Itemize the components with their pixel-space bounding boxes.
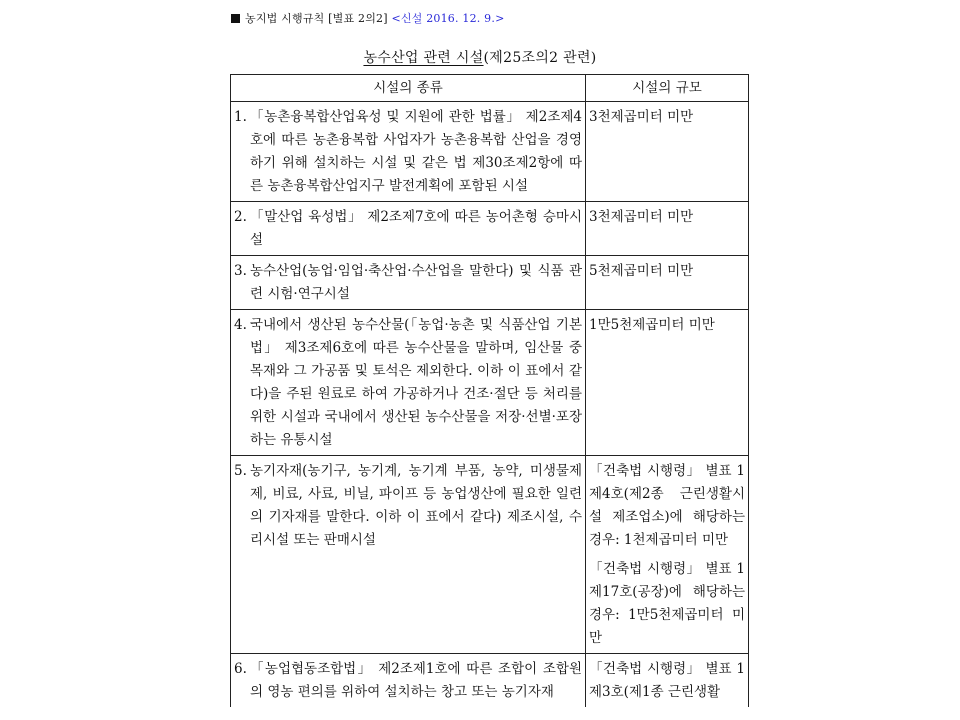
table-row (231, 202, 749, 256)
table-row (231, 654, 749, 708)
row-number: 5. (234, 463, 247, 479)
row-number: 6. (234, 661, 247, 677)
facilities-table (230, 74, 749, 707)
facility-scale-cell (586, 202, 749, 256)
facility-type-text: 농수산업(농업·임업·축산업·수산업을 말한다) 및 식품 관련 시험·연구시설 (250, 263, 582, 302)
facility-type-text: 「농업협동조합법」 제2조제1호에 따른 조합이 조합원의 영농 편의를 위하여 설치하는 창고 또는 농기자재 (250, 661, 582, 700)
title-main: 농수산업 관련 시설 (363, 50, 484, 66)
facility-type-text: 「농촌융복합산업육성 및 지원에 관한 법률」 제2조제4호에 따른 농촌융복합 사업자가 농촌융복합 산업을 경영하기 위해 설치하는 시설 및 같은 법 제30조제2항에 따른 농촌융복합산업지구 발전계획에 포함된 시설 (250, 109, 582, 194)
table-row (231, 102, 749, 202)
document-header (231, 10, 505, 26)
table-row (231, 456, 749, 654)
facility-type-cell (231, 456, 586, 654)
facility-scale-cell (586, 310, 749, 456)
facility-type-cell (231, 654, 586, 708)
facility-scale-cell (586, 256, 749, 310)
facility-scale-text: 「건축법 시행령」 별표 1 제17호(공장)에 해당하는 경우: 1만5천제곱미터 미만 (589, 561, 745, 646)
facility-scale-cell (586, 456, 749, 654)
row-number: 4. (234, 317, 247, 333)
facility-type-cell (231, 102, 586, 202)
facility-scale-text: 5천제곱미터 미만 (589, 263, 694, 279)
row-number: 1. (234, 109, 247, 125)
facility-type-text: 농기자재(농기구, 농기계, 농기계 부품, 농약, 미생물제제, 비료, 사료, 비닐, 파이프 등 농업생산에 필요한 일련의 기자재를 말한다. 이하 이 표에서 같다) 제조시설, 수리시설 또는 판매시설 (250, 463, 582, 548)
facility-type-text: 「말산업 육성법」 제2조제7호에 따른 농어촌형 승마시설 (250, 209, 582, 248)
title-reference: (제25조의2 관련) (483, 50, 597, 66)
column-header-scale: 시설의 규모 (586, 75, 749, 102)
amendment-note: <신설 2016. 12. 9.> (391, 12, 505, 25)
black-square-icon (231, 14, 240, 23)
facility-type-cell (231, 310, 586, 456)
table-row (231, 310, 749, 456)
table-row (231, 256, 749, 310)
facility-type-cell (231, 202, 586, 256)
facility-type-cell (231, 256, 586, 310)
table-header-row (231, 75, 749, 102)
facility-scale-text: 1만5천제곱미터 미만 (589, 317, 715, 333)
column-header-type: 시설의 종류 (231, 75, 586, 102)
facility-scale-cell (586, 654, 749, 708)
document-title (0, 47, 960, 67)
facility-scale-text: 3천제곱미터 미만 (589, 209, 694, 225)
law-reference: 농지법 시행규칙 [별표 2의2] (245, 12, 388, 25)
row-number: 3. (234, 263, 247, 279)
facility-type-text: 국내에서 생산된 농수산물(「농업·농촌 및 식품산업 기본법」 제3조제6호에 따른 농수산물을 말하며, 임산물 중 목재와 그 가공품 및 토석은 제외한다. 이하 이 표에서 같다)을 주된 원료로 하여 가공하거나 건조·절단 등 처리를 위한 시설과 국내에서 생산된 농수산물을 저장·선별·포장하는 유통시설 (250, 317, 582, 448)
facility-scale-text: 3천제곱미터 미만 (589, 109, 694, 125)
facility-scale-text: 「건축법 시행령」 별표 1 제4호(제2종 근린생활시설 제조업소)에 해당하는 경우: 1천제곱미터 미만 (589, 463, 745, 548)
facility-scale-cell (586, 102, 749, 202)
facility-scale-text: 「건축법 시행령」 별표 1 제3호(제1종 근린생활 (589, 661, 745, 700)
row-number: 2. (234, 209, 247, 225)
